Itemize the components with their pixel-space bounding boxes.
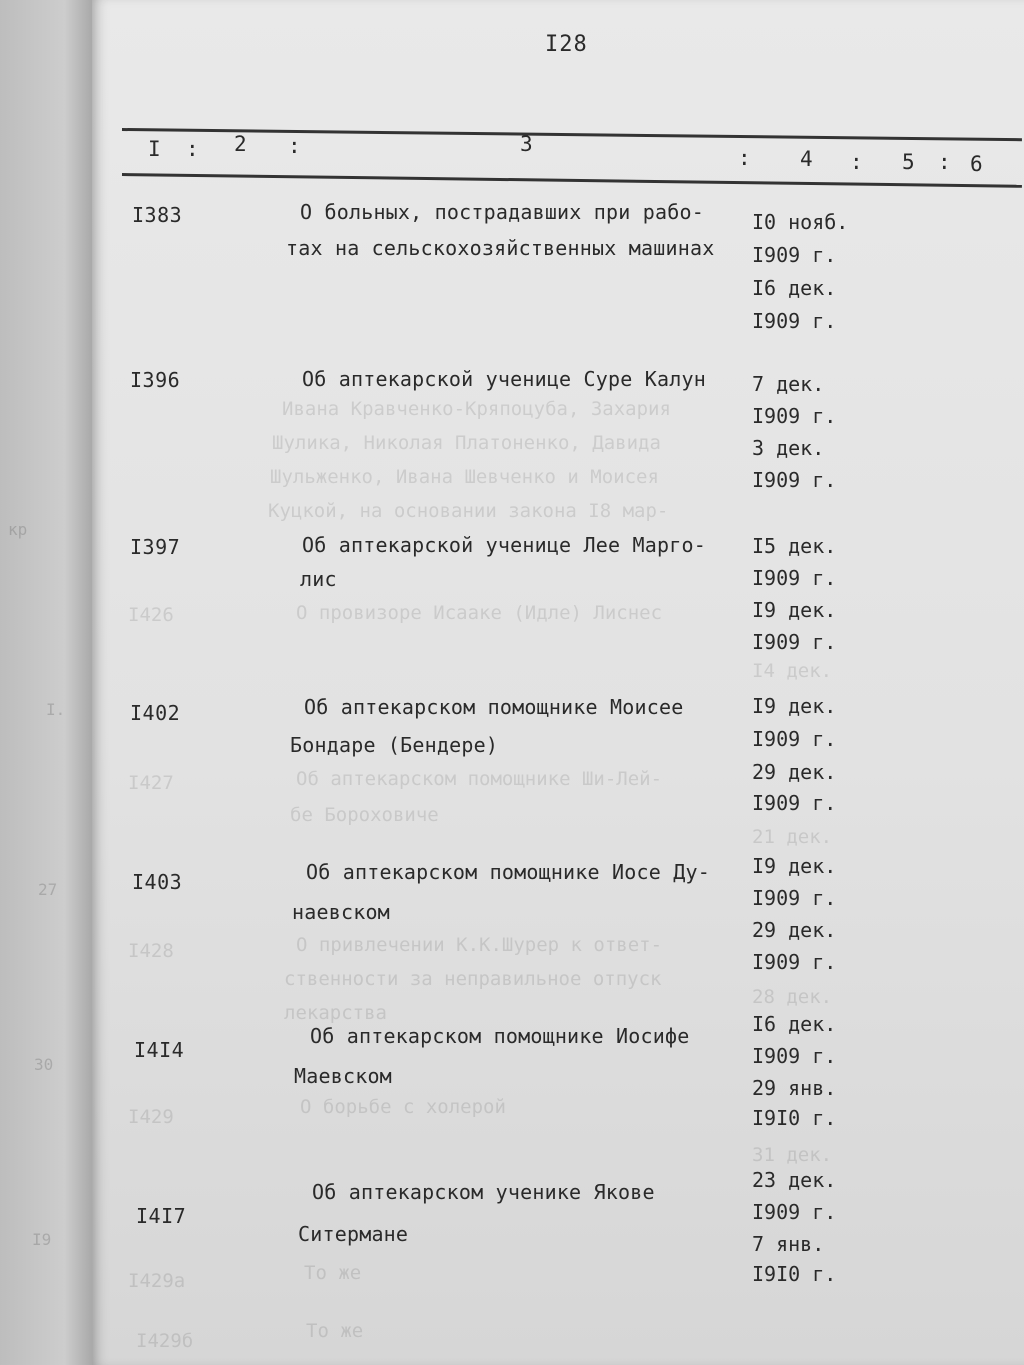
adjacent-page-edge (0, 0, 92, 1365)
entry-title-line: Ситермане (298, 1222, 409, 1246)
ghost-line: О привлечении К.К.Шурер к ответ- (296, 934, 663, 956)
ghost-line: лекарства (284, 1002, 387, 1024)
ghost-number: I428 (128, 940, 174, 962)
entry-title-line: Об аптекарском ученике Якове (312, 1180, 655, 1204)
entry-date: I5 дек. (752, 534, 837, 558)
entry-title-line: Бондаре (Бендере) (290, 733, 499, 757)
ghost-line: бе Бороховиче (290, 804, 439, 826)
entry-title-line: Об аптекарской ученице Суре Калун (302, 367, 706, 391)
column-separator: : (938, 150, 951, 174)
ghost-date: I4 дек. (752, 660, 833, 682)
entry-date: I909 г. (752, 566, 837, 590)
entry-date: 7 янв. (752, 1232, 825, 1256)
ghost-number: I429б (136, 1330, 194, 1352)
column-header: 4 (800, 147, 813, 171)
entry-date: 29 янв. (752, 1076, 837, 1100)
ghost-number: I429а (128, 1270, 186, 1292)
entry-date: I909 г. (752, 727, 837, 751)
entry-title-line: Об аптекарском помощнике Моисее (304, 695, 684, 719)
entry-title-line: Об аптекарском помощнике Иосе Ду- (306, 860, 710, 884)
entry-date: 23 дек. (752, 1168, 837, 1192)
ghost-number: I427 (128, 772, 174, 794)
column-separator: : (186, 137, 199, 161)
entry-date: I909 г. (752, 309, 837, 333)
entry-date: I9 дек. (752, 598, 837, 622)
entry-date: I909 г. (752, 1044, 837, 1068)
entry-number: I4I4 (134, 1038, 185, 1062)
column-separator: : (738, 146, 751, 170)
entry-date: I909 г. (752, 791, 837, 815)
entry-date: I9I0 г. (752, 1106, 837, 1130)
entry-date: I9 дек. (752, 694, 837, 718)
ghost-line: Куцкой, на основании закона I8 мар- (268, 500, 669, 522)
entry-date: I6 дек. (752, 1012, 837, 1036)
entry-date: I909 г. (752, 630, 837, 654)
column-header: I (148, 137, 161, 161)
page-number: I28 (545, 32, 588, 57)
ghost-line: Об аптекарском помощнике Ши-Лей- (296, 768, 663, 790)
entry-date: I909 г. (752, 1200, 837, 1224)
ghost-line: Шульженко, Ивана Шевченко и Моисея (270, 466, 659, 488)
ghost-number: I426 (128, 604, 174, 626)
column-separator: : (850, 150, 863, 174)
margin-mark: кр (8, 520, 28, 539)
ghost-line: Шулика, Николая Платоненко, Давида (272, 432, 661, 454)
column-header: 5 (902, 150, 915, 174)
entry-title-line: тах на сельскохозяйственных машинах (286, 236, 715, 260)
entry-date: I909 г. (752, 950, 837, 974)
margin-mark: I. (46, 700, 66, 719)
ghost-line: То же (306, 1320, 364, 1342)
entry-date: I6 дек. (752, 276, 837, 300)
entry-title-line: Об аптекарской ученице Лее Марго- (302, 533, 706, 557)
ghost-line: О борьбе с холерой (300, 1096, 506, 1118)
entry-date: 29 дек. (752, 918, 837, 942)
entry-number: I403 (132, 870, 183, 894)
entry-title-line: Об аптекарском помощнике Иосифе (310, 1024, 690, 1048)
entry-date: I9 дек. (752, 854, 837, 878)
ghost-line: ственности за неправильное отпуск (284, 968, 662, 990)
entry-number: I402 (130, 701, 181, 725)
entry-title-line: Маевском (294, 1064, 392, 1088)
ghost-line: О провизоре Исааке (Идле) Лиснес (296, 602, 663, 624)
margin-mark: I9 (32, 1230, 52, 1249)
entry-number: I397 (130, 535, 181, 559)
margin-mark: 30 (34, 1055, 54, 1074)
entry-date: I909 г. (752, 468, 837, 492)
entry-title-line: О больных, пострадавших при рабо- (300, 200, 704, 224)
entry-number: I4I7 (136, 1204, 187, 1228)
ghost-line: То же (304, 1262, 362, 1284)
column-header: 3 (520, 132, 533, 156)
entry-title-line: лис (300, 567, 337, 591)
ghost-number: I429 (128, 1106, 174, 1128)
ghost-line: Ивана Кравченко-Кряпоцуба, Захария (282, 398, 671, 420)
entry-date: 7 дек. (752, 372, 825, 396)
entry-number: I383 (132, 203, 183, 227)
column-header: 6 (970, 152, 983, 176)
entry-date: 29 дек. (752, 760, 837, 784)
ghost-date: 28 дек. (752, 986, 833, 1008)
margin-mark: 27 (38, 880, 58, 899)
ghost-date: 31 дек. (752, 1144, 833, 1166)
entry-date: I9I0 г. (752, 1262, 837, 1286)
entry-date: I0 нояб. (752, 210, 849, 234)
entry-date: I909 г. (752, 886, 837, 910)
entry-date: 3 дек. (752, 436, 825, 460)
entry-date: I909 г. (752, 243, 837, 267)
column-separator: : (288, 134, 301, 158)
column-header: 2 (234, 132, 247, 156)
entry-number: I396 (130, 368, 181, 392)
ghost-date: 21 дек. (752, 826, 833, 848)
entry-title-line: наевском (292, 900, 390, 924)
entry-date: I909 г. (752, 404, 837, 428)
